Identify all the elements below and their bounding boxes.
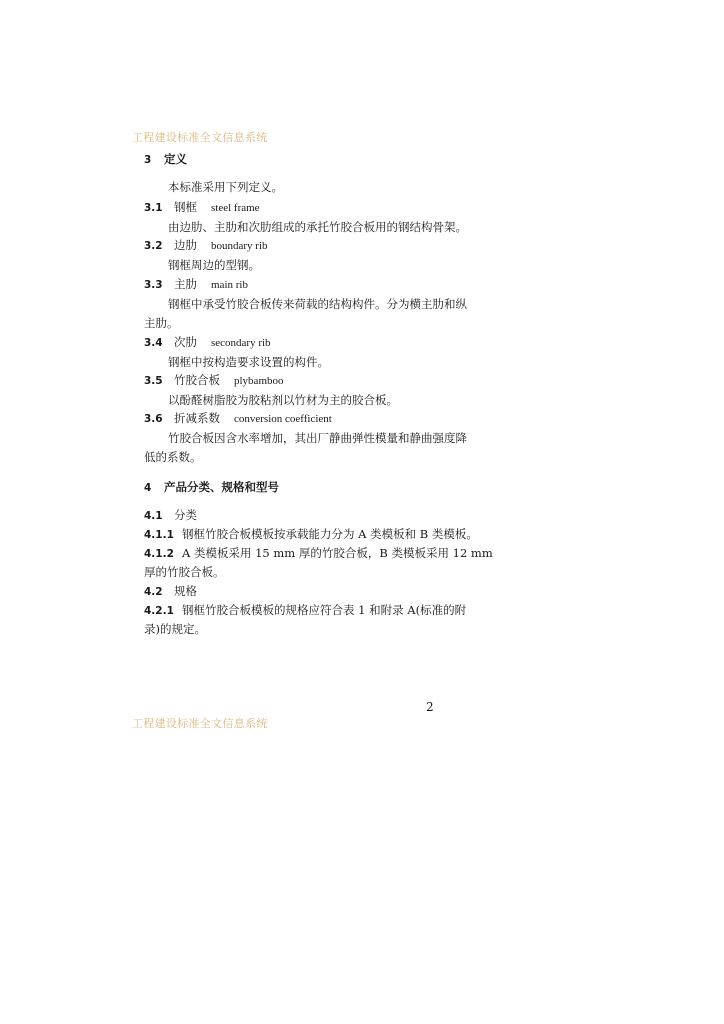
definition-text-3-6-cont: 低的系数。: [144, 450, 202, 464]
definition-heading-3-6: [144, 410, 332, 427]
chapter-number: 3: [144, 154, 152, 166]
term-chinese: 竹胶合板: [174, 373, 220, 387]
term-english: secondary rib: [211, 337, 271, 349]
definition-heading-3-3: [144, 276, 248, 293]
definition-text-3-5: 以酚醛树脂胶为胶粘剂以竹材为主的胶合板。: [168, 393, 398, 407]
clause-4-2-1: [144, 602, 466, 619]
definition-text-3-4: 钢框中按构造要求设置的构件。: [168, 355, 329, 369]
term-chinese: 折减系数: [174, 411, 220, 425]
term-chinese: 主肋: [174, 277, 197, 291]
chapter-number: 4: [144, 482, 152, 494]
section-number: 4.2: [144, 586, 163, 598]
definition-text-3-6: 竹胶合板因含水率增加，其出厂静曲弹性模量和静曲强度降: [168, 431, 467, 445]
term-english: plybamboo: [234, 375, 284, 387]
section-title: 规格: [174, 584, 197, 598]
clause-4-1-2-cont: 厚的竹胶合板。: [144, 565, 225, 579]
clause-4-1-2: [144, 545, 493, 562]
section-number: 3.5: [144, 375, 163, 387]
page-number: 2: [426, 700, 434, 714]
chapter-4-heading: [144, 479, 279, 496]
definition-text-3-2: 钢框周边的型钢。: [168, 258, 260, 272]
section-heading-4-1: [144, 507, 197, 524]
definition-heading-3-1: [144, 199, 260, 216]
section-number: 3.4: [144, 337, 163, 349]
chapter-title: 产品分类、规格和型号: [164, 480, 279, 494]
term-english: main rib: [211, 279, 248, 291]
definition-text-3-1: 由边肋、主肋和次肋组成的承托竹胶合板用的钢结构骨架。: [168, 220, 467, 234]
section-number: 3.6: [144, 413, 163, 425]
section-number: 3.3: [144, 279, 163, 291]
section-number: 3.1: [144, 202, 163, 214]
chapter-title: 定义: [164, 152, 187, 166]
term-chinese: 次肋: [174, 335, 197, 349]
definition-heading-3-2: [144, 237, 268, 254]
term-english: conversion coefficient: [234, 413, 332, 425]
definition-text-3-3-cont: 主肋。: [144, 316, 179, 330]
chapter-3-heading: [144, 151, 187, 168]
definition-text-3-3: 钢框中承受竹胶合板传来荷载的结构构件。分为横主肋和纵: [168, 297, 467, 311]
definition-heading-3-4: [144, 334, 271, 351]
clause-number: 4.1.2: [144, 548, 174, 560]
clause-number: 4.1.1: [144, 529, 174, 541]
watermark-top: 工程建设标准全文信息系统: [132, 131, 268, 144]
section-heading-4-2: [144, 583, 197, 600]
section-number: 4.1: [144, 510, 163, 522]
section-title: 分类: [174, 508, 197, 522]
term-chinese: 钢框: [174, 200, 197, 214]
term-english: steel frame: [211, 202, 260, 214]
clause-number: 4.2.1: [144, 605, 174, 617]
term-english: boundary rib: [211, 240, 268, 252]
clause-text: 钢框竹胶合板模板的规格应符合表 1 和附录 A(标准的附: [182, 603, 467, 617]
watermark-bottom: 工程建设标准全文信息系统: [132, 717, 268, 730]
clause-text: 钢框竹胶合板模板按承载能力分为 A 类模板和 B 类模板。: [182, 527, 478, 541]
clause-4-1-1: [144, 526, 478, 543]
clause-text: A 类模板采用 15 mm 厚的竹胶合板，B 类模板采用 12 mm: [182, 546, 493, 560]
definition-heading-3-5: [144, 372, 284, 389]
term-chinese: 边肋: [174, 238, 197, 252]
chapter-3-intro: 本标准采用下列定义。: [168, 180, 283, 194]
clause-4-2-1-cont: 录)的规定。: [144, 622, 206, 636]
section-number: 3.2: [144, 240, 163, 252]
